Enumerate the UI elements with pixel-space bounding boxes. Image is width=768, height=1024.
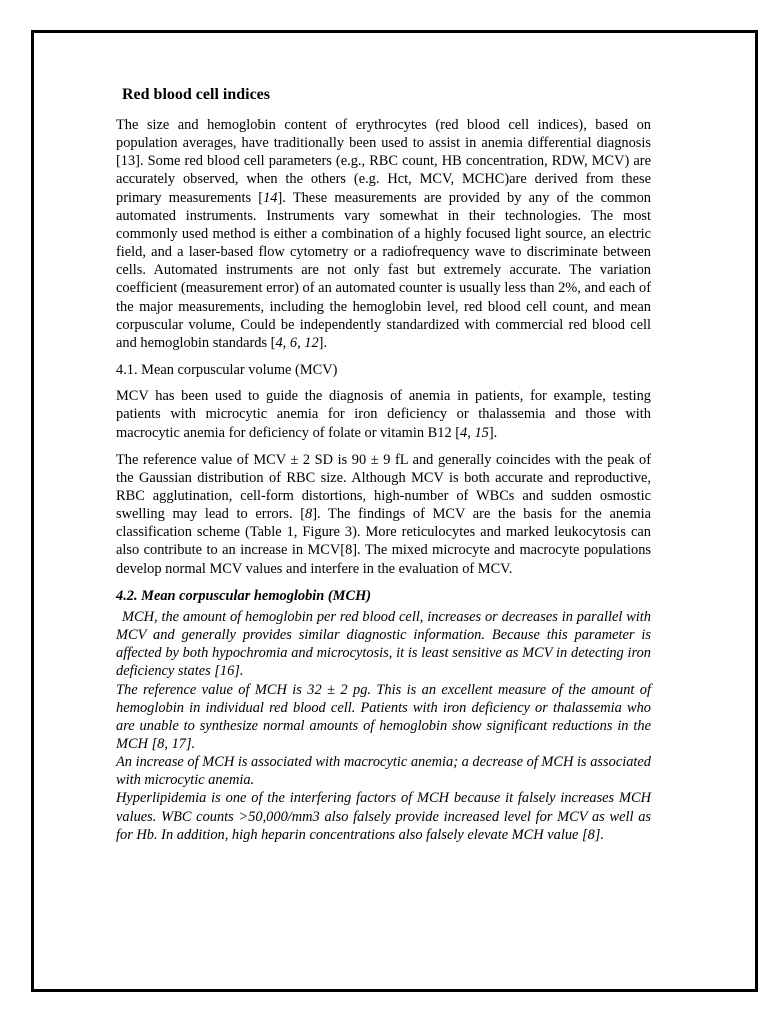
citation: 12 xyxy=(304,334,319,351)
citation: 15 xyxy=(474,424,489,441)
mch-paragraph-3: An increase of MCH is associated with macrocytic anemia; a decrease of MCH is associated with microcytic anemia. xyxy=(116,754,651,789)
citation: 4 xyxy=(275,334,283,351)
section-title: Red blood cell indices xyxy=(122,86,271,103)
citation: 14 xyxy=(263,189,278,206)
mch-paragraph-1: MCH, the amount of hemoglobin per red blood cell, increases or decreases in parallel with MCV and generally provides similar diagnostic information. Because this parameter is affected by both hypochromia and microcytosis, it is least sensitive as MCV in detecting iron deficiency states [16]. xyxy=(116,608,651,680)
citation: 4 xyxy=(460,424,468,441)
mcv-paragraph-2: The reference value of MCV ± 2 SD is 90 ± 9 fL and generally coincides with the peak of the Gaussian distribution of RBC size. Although MCV is both accurate and reproductive, RBC agglutination, cell-form distortions, high-number of WBCs and sudden osmostic swelling may lead to errors. [8]. The findings of MCV are the basis for the anemia classification scheme (Table 1, Figure 3). More reticulocytes and marked leukocytosis can also contribute to an increase in MCV[8]. The mixed microcyte and macrocyte populations develop normal MCV values and interfere in the evaluation of MCV. xyxy=(116,451,651,577)
intro-paragraph: The size and hemoglobin content of erythrocytes (red blood cell indices), based on population averages, have traditionally been used to assist in anemia differential diagnosis [13]. Some red blood cell parameters (e.g., RBC count, HB concentration, RDW, MCV) are accurately observed, when the others (e.g. Hct, MCV, MCHC)are derived from these primary measurements [14]. These measurements are provided by any of the common automated instruments. Instruments vary somewhat in their technologies. The most commonly used method is either a combination of a highly focused light source, an electric field, and a laser-based flow cytometry or a radiofrequency wave to discriminate between cells. Automated instruments are not only fast but extremely accurate. The variation coefficient (measurement error) of an automated counter is usually less than 2%, and each of the major measurements, including the hemoglobin level, red blood cell count, and mean corpuscular volume, Could be independently standardized with commercial red blood cell and hemoglobin standards [4, 6, 12]. xyxy=(116,117,651,351)
document-body xyxy=(116,84,651,844)
mch-heading: 4.2. Mean corpuscular hemoglobin (MCH) xyxy=(116,587,372,604)
mcv-paragraph-1: MCV has been used to guide the diagnosis of anemia in patients, for example, testing patients with microcytic anemia for iron deficiency or thalassemia and those with macrocytic anemia for deficiency of folate or vitamin B12 [4, 15]. xyxy=(116,388,651,441)
mch-paragraph-4: Hyperlipidemia is one of the interfering factors of MCH because it falsely increases MCH values. WBC counts >50,000/mm3 also falsely provide increased level for MCV as well as for Hb. In addition, high heparin concentrations also falsely elevate MCH value [8]. xyxy=(116,790,651,843)
citation: 6 xyxy=(289,334,298,351)
citation: 8 xyxy=(305,506,313,523)
mcv-heading: 4.1. Mean corpuscular volume (MCV) xyxy=(116,362,338,379)
mch-paragraph-2: The reference value of MCH is 32 ± 2 pg. This is an excellent measure of the amount of hemoglobin in individual red blood cell. Patients with iron deficiency or thalassemia who are unable to synthesize normal amounts of hemoglobin show significant reductions in the MCH [8, 17]. xyxy=(116,681,651,752)
